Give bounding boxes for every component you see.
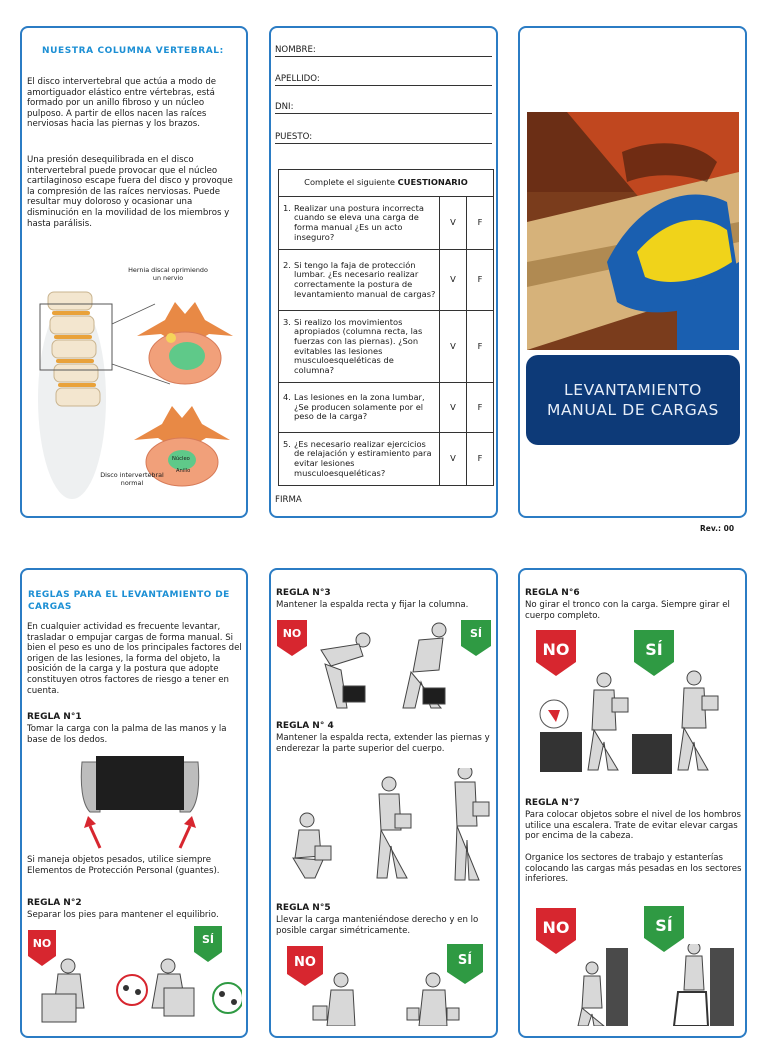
question-row: 3. Si realizo los movimientos apropiados (columna recta, las fuerzas con las piernas). ¿Son evitables las lesiones musculoesqueléticas de columna? V F: [279, 311, 494, 383]
panel-columna-vertebral: [20, 26, 248, 518]
regla-2-text: Separar los pies para mantener el equilibrio.: [27, 910, 219, 920]
lift-sequence-illustration: [285, 768, 491, 886]
cover-title: LEVANTAMIENTO MANUAL DE CARGAS: [526, 355, 740, 445]
feet-apart-illustration: [36, 948, 242, 1028]
option-v[interactable]: V: [440, 311, 467, 383]
no-badge: NO: [287, 946, 323, 986]
regla-7-title: REGLA N°7: [525, 798, 580, 808]
si-badge: SÍ: [461, 620, 491, 656]
intro-paragraph: En cualquier actividad es frecuente levantar, trasladar o empujar cargas de forma manual. Si bien el peso es uno de los principales factores del origen de las lesiones, la forma del objeto, la posición de la carga y la postura que adopte constituyen otros factores de riesgo a tener en cuenta.: [27, 622, 242, 696]
hands-box-illustration: [80, 754, 200, 850]
hernia-paragraph: Una presión desequilibrada en el disco intervertebral puede provocar que el núcleo cartilaginoso escape fuera del disco y provoque la compresión de las raíces nerviosas. Puede resultar muy doloroso y ocasionar una disminución en la movilidad de los miembros y hasta parálisis.: [27, 155, 233, 229]
panel-title: REGLAS PARA EL LEVANTAMIENTO DE CARGAS: [28, 590, 230, 612]
regla-5-title: REGLA N°5: [276, 903, 331, 913]
question-row: 1. Realizar una postura incorrecta cuando se eleva una carga de forma manual ¿Es un acto inseguro? V F: [279, 197, 494, 250]
si-badge: SÍ: [644, 906, 684, 952]
label-hernia: Hernia discal oprimiendo un nervio: [128, 266, 208, 282]
quiz-header: Complete el siguiente CUESTIONARIO: [279, 170, 494, 197]
option-f[interactable]: F: [467, 383, 494, 433]
shelf-stacking-illustration: [570, 944, 740, 1026]
regla-7-text-2: Organice los sectores de trabajo y estanterías colocando las cargas más pesadas en los sectores inferiores.: [525, 853, 742, 885]
label-nucleo: Núcleo: [172, 456, 190, 462]
revision-label: Rev.: 00: [700, 524, 735, 533]
regla-3-text: Mantener la espalda recta y fijar la columna.: [276, 600, 469, 610]
si-badge: SÍ: [634, 630, 674, 676]
no-badge: NO: [277, 620, 307, 656]
field-apellido[interactable]: APELLIDO:: [275, 74, 492, 86]
option-f[interactable]: F: [467, 311, 494, 383]
no-badge: NO: [536, 908, 576, 954]
firma-label: FIRMA: [275, 495, 302, 505]
regla-5-text: Llevar la carga manteniéndose derecho y en lo posible cargar simétricamente.: [276, 915, 479, 936]
no-twist-illustration: [538, 670, 738, 776]
regla-1-title: REGLA N°1: [27, 712, 82, 722]
back-straight-illustration: [307, 622, 457, 712]
regla-7-text-1: Para colocar objetos sobre el nivel de los hombros utilice una escalera. Trate de evitar elevar cargas por encima de la cabeza.: [525, 810, 741, 842]
panel-cuestionario: [269, 26, 498, 518]
option-f[interactable]: F: [467, 433, 494, 486]
spine-illustration: [30, 264, 242, 500]
regla-1-note: Si maneja objetos pesados, utilice siempre Elementos de Protección Personal (guantes).: [27, 855, 220, 876]
label-anillo: Anillo: [176, 468, 191, 474]
no-badge: NO: [28, 930, 56, 966]
field-nombre[interactable]: NOMBRE:: [275, 45, 492, 57]
regla-2-title: REGLA N°2: [27, 898, 82, 908]
cover-photo: [527, 112, 739, 350]
no-badge: NO: [536, 630, 576, 676]
regla-4-title: REGLA N° 4: [276, 721, 334, 731]
option-v[interactable]: V: [440, 383, 467, 433]
option-v[interactable]: V: [440, 433, 467, 486]
question-row: 2. Si tengo la faja de protección lumbar. ¿Es necesario realizar correctamente la postura de levantamiento manual de cargas? V F: [279, 250, 494, 311]
regla-4-text: Mantener la espalda recta, extender las piernas y enderezar la parte superior del cuerpo.: [276, 733, 490, 754]
question-row: 5. ¿Es necesario realizar ejercicios de relajación y estiramiento para evitar lesiones musculoesqueléticas? V F: [279, 433, 494, 486]
field-dni[interactable]: DNI:: [275, 102, 492, 114]
option-f[interactable]: F: [467, 250, 494, 311]
regla-6-text: No girar el tronco con la carga. Siempre girar el cuerpo completo.: [525, 600, 730, 621]
panel-reglas-1: [20, 568, 248, 1038]
regla-6-title: REGLA N°6: [525, 588, 580, 598]
si-badge: SÍ: [447, 944, 483, 984]
carry-straight-illustration: [307, 970, 467, 1026]
field-puesto[interactable]: PUESTO:: [275, 132, 492, 144]
panel-cover: [518, 26, 747, 518]
questionnaire-table: [278, 169, 494, 486]
regla-3-title: REGLA N°3: [276, 588, 331, 598]
option-v[interactable]: V: [440, 250, 467, 311]
question-row: 4. Las lesiones en la zona lumbar, ¿Se producen solamente por el peso de la carga? V F: [279, 383, 494, 433]
option-v[interactable]: V: [440, 197, 467, 250]
panel-title: NUESTRA COLUMNA VERTEBRAL:: [42, 46, 224, 56]
panel-reglas-3: [518, 568, 747, 1038]
intro-paragraph: El disco intervertebral que actúa a modo de amortiguador elástico entre vértebras, está formado por un anillo fibroso y un núcleo pulposo. A partir de ellos nacen las raíces nerviosas hacia las piernas y los brazos.: [27, 77, 217, 130]
regla-1-text: Tomar la carga con la palma de las manos y la base de los dedos.: [27, 724, 227, 745]
label-disco-normal: Disco intervertebral normal: [100, 471, 164, 487]
panel-reglas-2: [269, 568, 498, 1038]
option-f[interactable]: F: [467, 197, 494, 250]
si-badge: SÍ: [194, 926, 222, 962]
